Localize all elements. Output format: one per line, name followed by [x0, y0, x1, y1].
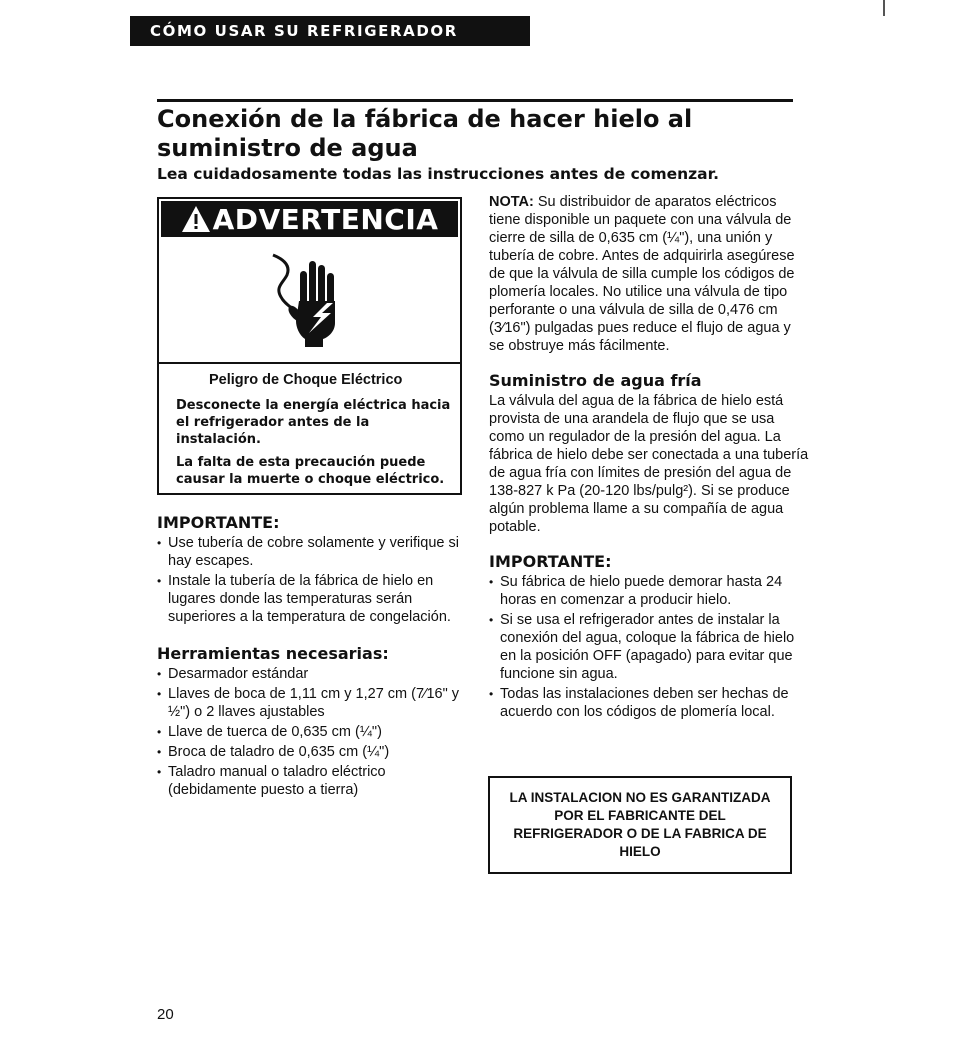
list-item: • Broca de taladro de 0,635 cm (¼") [157, 743, 477, 761]
left-column [157, 513, 477, 801]
nota-text: Su distribuidor de aparatos eléctricos tiene disponible un paquete con una válvula de cierre de silla de 0,635 cm (¼"), una unión y tubería de cobre. Antes de adquirirla asegúrese de que la válvula de silla cumple los códigos de plomería locales. No utilice una válvula de tipo perforante o una válvula de silla de 0,476 cm (3⁄16") pulgadas pues reduce el flujo de agua y se obstruye más fácilmente. [489, 194, 795, 354]
list-item: • Taladro manual o taladro eléctrico (debidamente puesto a tierra) [157, 763, 477, 799]
electric-shock-hand-icon [269, 251, 349, 351]
warning-label: ADVERTENCIA [212, 202, 439, 236]
list-item: • Si se usa el refrigerador antes de instalar la conexión del agua, coloque la fábrica de hielo en la posición OFF (apagado) para evitar que funcione sin agua. [489, 611, 809, 683]
warning-header [161, 201, 458, 237]
importante-list-right [489, 573, 809, 721]
list-item: • Su fábrica de hielo puede demorar hasta 24 horas en comenzar a producir hielo. [489, 573, 809, 609]
section-header-text: CÓMO USAR SU REFRIGERADOR [150, 22, 458, 40]
list-item: • Llave de tuerca de 0,635 cm (¼") [157, 723, 477, 741]
page-number: 20 [157, 1006, 174, 1023]
suministro-heading: Suministro de agua fría [489, 371, 702, 390]
list-item: • Use tubería de cobre solamente y verifique si hay escapes. [157, 534, 477, 570]
page-title: Conexión de la fábrica de hacer hielo al suministro de agua [157, 105, 693, 162]
page-subtitle: Lea cuidadosamente todas las instrucciones antes de comenzar. [157, 165, 719, 183]
list-item: • Instale la tubería de la fábrica de hielo en lugares donde las temperaturas serán superiores a la temperatura de congelación. [157, 572, 477, 626]
importante-heading-right: IMPORTANTE: [489, 552, 612, 571]
right-column [489, 193, 809, 723]
herramientas-list [157, 665, 477, 799]
warranty-notice-box [488, 776, 792, 874]
warning-instruction: Desconecte la energía eléctrica hacia el refrigerador antes de la instalación. [176, 398, 451, 447]
warning-triangle-icon [181, 205, 211, 233]
list-item: • Llaves de boca de 1,11 cm y 1,27 cm (7⁄16" y ½") o 2 llaves ajustables [157, 685, 477, 721]
list-item: • Todas las instalaciones deben ser hechas de acuerdo con los códigos de plomería local. [489, 685, 809, 721]
warning-box [157, 197, 462, 495]
herramientas-heading: Herramientas necesarias: [157, 644, 389, 663]
title-rule [157, 99, 793, 102]
list-item: • Desarmador estándar [157, 665, 477, 683]
nota-label: NOTA: [489, 194, 534, 210]
importante-list-left [157, 534, 477, 626]
warranty-notice-text: LA INSTALACION NO ES GARANTIZADA POR EL FABRICANTE DEL REFRIGERADOR O DE LA FABRICA DE HIELO [509, 790, 771, 859]
suministro-text: La válvula del agua de la fábrica de hielo está provista de una arandela de flujo que se usa como un regulador de la presión del agua. La fábrica de hielo debe ser conectada a una tubería de agua fría con límites de presión del agua de 138-827 k Pa (20-120 lbs/pulg²). Si se produce algún problema llame a su compañía de agua potable. [489, 393, 809, 535]
warning-text-block [176, 372, 456, 494]
page-edge-mark [883, 0, 885, 16]
hazard-title: Peligro de Choque Eléctrico [209, 372, 403, 388]
nota-paragraph [489, 193, 809, 355]
importante-heading-left: IMPORTANTE: [157, 513, 280, 532]
section-header-banner [130, 16, 530, 46]
warning-divider [159, 362, 460, 364]
warning-consequence: La falta de esta precaución puede causar la muerte o choque eléctrico. [176, 455, 445, 487]
